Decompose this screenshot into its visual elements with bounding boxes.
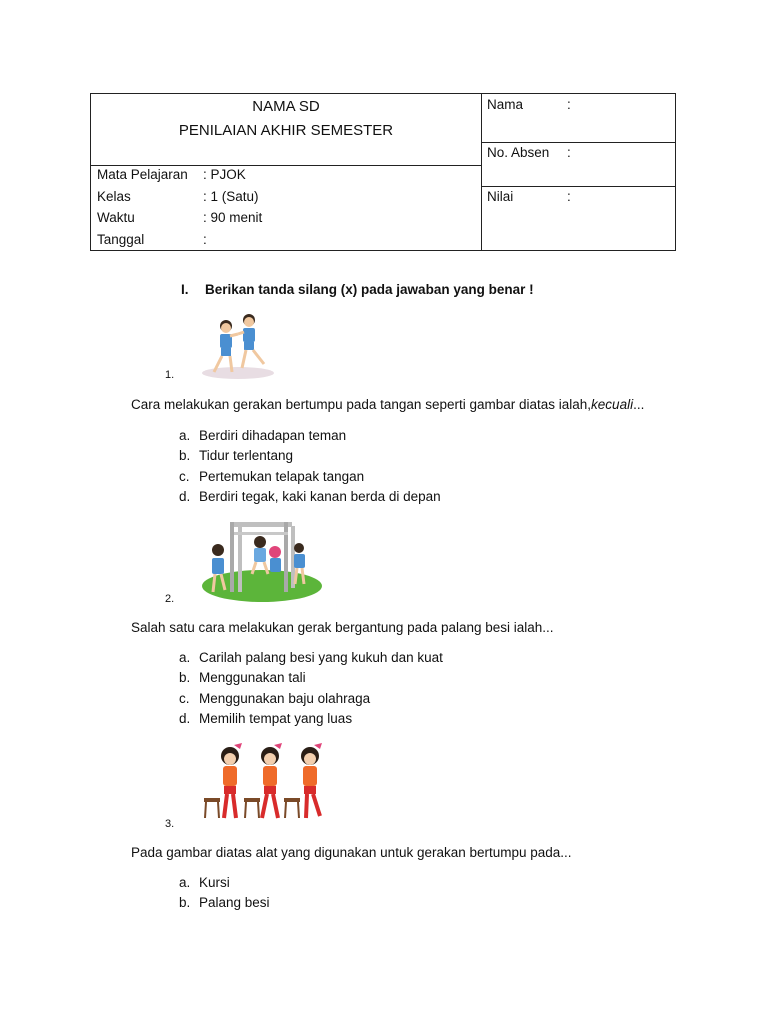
child-shirt	[270, 558, 281, 572]
option[interactable]: c. Menggunakan baju olahraga	[179, 691, 371, 706]
question-text: Salah satu cara melakukan gerak bergantung pada palang besi ialah...	[131, 620, 554, 635]
child-head	[294, 543, 304, 553]
child-head	[269, 546, 281, 558]
leg	[242, 350, 246, 368]
leg	[302, 568, 304, 584]
option[interactable]: c. Pertemukan telapak tangan	[179, 469, 365, 484]
question-text: Pada gambar diatas alat yang digunakan untuk gerakan bertumpu pada...	[131, 845, 572, 860]
child-shirt	[254, 548, 266, 562]
exam-title: PENILAIAN AKHIR SEMESTER	[178, 122, 394, 139]
leg	[230, 356, 232, 372]
instruction-text: Berikan tanda silang (x) pada jawaban yang benar !	[205, 282, 534, 297]
pole	[230, 522, 234, 592]
q2-illustration	[198, 518, 324, 604]
option[interactable]: b. Tidur terlentang	[179, 448, 294, 463]
girl-with-chair	[284, 743, 322, 818]
time-label: Waktu	[97, 210, 135, 225]
class-value: : 1 (Satu)	[203, 189, 259, 204]
option[interactable]: b. Menggunakan tali	[179, 670, 306, 685]
shadow	[202, 367, 274, 379]
child-shirt	[243, 328, 255, 342]
divider	[481, 186, 675, 187]
child-face	[221, 323, 231, 333]
child-head	[254, 536, 266, 548]
arm	[230, 334, 238, 336]
instruction-number: I.	[181, 282, 189, 297]
option[interactable]: d. Berdiri tegak, kaki kanan berda di depan	[179, 489, 441, 504]
option[interactable]: d. Memilih tempat yang luas	[179, 711, 353, 726]
header-table	[90, 93, 676, 251]
leg	[253, 350, 264, 364]
child-shirt	[212, 558, 224, 574]
child-head	[212, 544, 224, 556]
subject-value: : PJOK	[203, 167, 246, 182]
name-value: :	[567, 97, 571, 112]
class-label: Kelas	[97, 189, 131, 204]
option[interactable]: b. Palang besi	[179, 895, 270, 910]
girl-with-chair	[244, 743, 282, 818]
pole	[238, 526, 242, 592]
date-label: Tanggal	[97, 232, 145, 247]
child-shorts	[244, 342, 254, 350]
child-shirt	[294, 554, 305, 568]
date-value: :	[203, 232, 207, 247]
question-number: 3.	[165, 818, 175, 830]
child-face	[244, 317, 254, 327]
question-number: 2.	[165, 593, 175, 605]
divider	[481, 142, 675, 143]
arm	[238, 332, 244, 334]
grade-value: :	[567, 189, 571, 204]
divider	[481, 94, 482, 250]
q1-illustration	[198, 308, 278, 382]
grade-label: Nilai	[487, 189, 514, 204]
q3-illustration	[200, 742, 324, 824]
absen-label: No. Absen	[487, 145, 550, 160]
absen-value: :	[567, 145, 571, 160]
option[interactable]: a. Kursi	[179, 875, 230, 890]
bar	[234, 532, 288, 535]
option[interactable]: a. Berdiri dihadapan teman	[179, 428, 347, 443]
girl-with-chair	[204, 743, 242, 818]
option[interactable]: a. Carilah palang besi yang kukuh dan kuat	[179, 650, 443, 665]
leg	[213, 574, 215, 592]
school-name: NAMA SD	[252, 98, 320, 115]
child-shorts	[221, 348, 231, 356]
divider	[91, 165, 481, 166]
question-text: Cara melakukan gerakan bertumpu pada tangan seperti gambar diatas ialah,kecuali...	[131, 397, 645, 412]
name-label: Nama	[487, 97, 524, 112]
instruction	[181, 282, 534, 297]
time-value: : 90 menit	[203, 210, 263, 225]
leg	[295, 568, 297, 584]
subject-label: Mata Pelajaran	[97, 167, 188, 182]
question-number: 1.	[165, 369, 175, 381]
